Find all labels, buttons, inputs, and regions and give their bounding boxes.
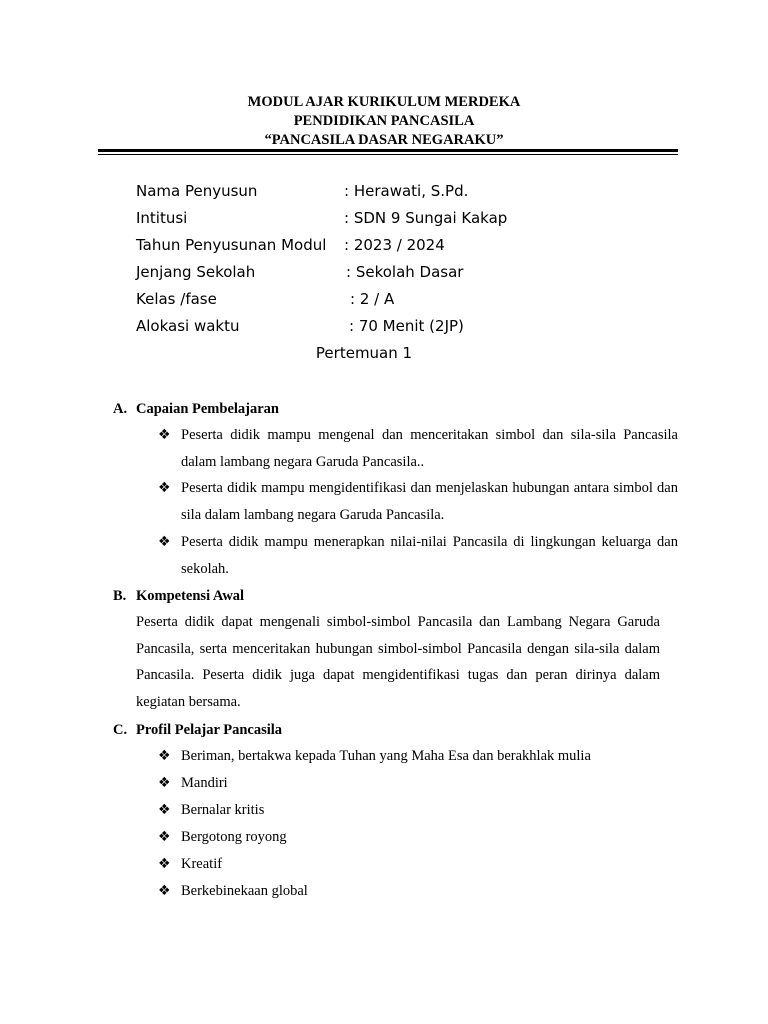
section-letter: B.: [113, 588, 127, 604]
section-c-heading: [113, 719, 282, 741]
info-value: : Herawati, S.Pd.: [344, 182, 469, 200]
document-title: [0, 93, 768, 150]
list-item: [158, 878, 678, 905]
diamond-bullet-icon: ❖: [158, 829, 171, 845]
info-value: : SDN 9 Sungai Kakap: [344, 209, 508, 227]
list-item-text: Bergotong royong: [181, 829, 287, 845]
info-value: : 2 / A: [350, 290, 395, 308]
list-item-text: Mandiri: [181, 775, 228, 791]
list-item: [158, 475, 678, 528]
meeting-label: Pertemuan 1: [315, 344, 413, 362]
list-item: [158, 797, 678, 824]
section-letter: C.: [113, 722, 128, 738]
section-a-heading: [113, 398, 279, 420]
list-item: [158, 851, 678, 878]
info-value: : 70 Menit (2JP): [349, 317, 464, 335]
section-title: Profil Pelajar Pancasila: [136, 722, 283, 738]
list-item: [158, 743, 678, 770]
list-item: [158, 770, 678, 797]
title-line-3: “PANCASILA DASAR NEGARAKU”: [264, 132, 504, 148]
section-title: Kompetensi Awal: [136, 588, 245, 604]
diamond-bullet-icon: ❖: [158, 883, 171, 899]
diamond-bullet-icon: ❖: [158, 802, 171, 818]
list-item-text: Beriman, bertakwa kepada Tuhan yang Maha Esa dan berakhlak mulia: [181, 748, 591, 764]
info-label: Jenjang Sekolah: [136, 263, 256, 281]
title-line-1: MODUL AJAR KURIKULUM MERDEKA: [247, 94, 521, 110]
list-item-text: Peserta didik mampu mengidentifikasi dan menjelaskan hubungan antara simbol dan sila dalam lambang negara Garuda Pancasila.: [181, 480, 678, 524]
info-label: Intitusi: [136, 209, 188, 227]
info-label: Alokasi waktu: [136, 317, 240, 335]
title-rule-thick: [98, 149, 678, 152]
diamond-bullet-icon: ❖: [158, 427, 171, 443]
title-rule-thin: [98, 154, 678, 155]
section-b-heading: [113, 585, 244, 607]
diamond-bullet-icon: ❖: [158, 856, 171, 872]
info-value: : 2023 / 2024: [344, 236, 445, 254]
section-letter: A.: [113, 401, 128, 417]
diamond-bullet-icon: ❖: [158, 748, 171, 764]
info-label: Tahun Penyusunan Modul: [136, 236, 327, 254]
list-item-text: Kreatif: [181, 856, 223, 872]
section-c-bullets: [158, 743, 678, 905]
section-title: Capaian Pembelajaran: [136, 401, 279, 417]
section-b-paragraph: Peserta didik dapat mengenali simbol-simbol Pancasila dan Lambang Negara Garuda Pancasila, serta menceritakan hubungan simbol-simbol Pancasila dengan sila-sila dalam Pancasila. Peserta didik juga dapat mengidentifikasi tugas dan peran dirinya dalam kegiatan bersama.: [136, 614, 660, 711]
list-item-text: Peserta didik mampu mengenal dan menceritakan simbol dan sila-sila Pancasila dalam lambang negara Garuda Pancasila..: [181, 427, 678, 470]
diamond-bullet-icon: ❖: [158, 775, 171, 791]
section-a-bullets: [158, 422, 678, 582]
info-value: : Sekolah Dasar: [346, 263, 464, 281]
info-label: Nama Penyusun: [136, 182, 258, 200]
list-item-text: Berkebinekaan global: [181, 883, 308, 899]
list-item: [158, 422, 678, 475]
info-label: Kelas /fase: [136, 290, 217, 308]
list-item: [158, 529, 678, 582]
list-item: [158, 824, 678, 851]
title-line-2: PENDIDIKAN PANCASILA: [293, 113, 475, 129]
diamond-bullet-icon: ❖: [158, 480, 171, 497]
list-item-text: Peserta didik mampu menerapkan nilai-nilai Pancasila di lingkungan keluarga dan sekolah.: [181, 533, 678, 577]
list-item-text: Bernalar kritis: [181, 802, 265, 818]
diamond-bullet-icon: ❖: [158, 533, 171, 550]
